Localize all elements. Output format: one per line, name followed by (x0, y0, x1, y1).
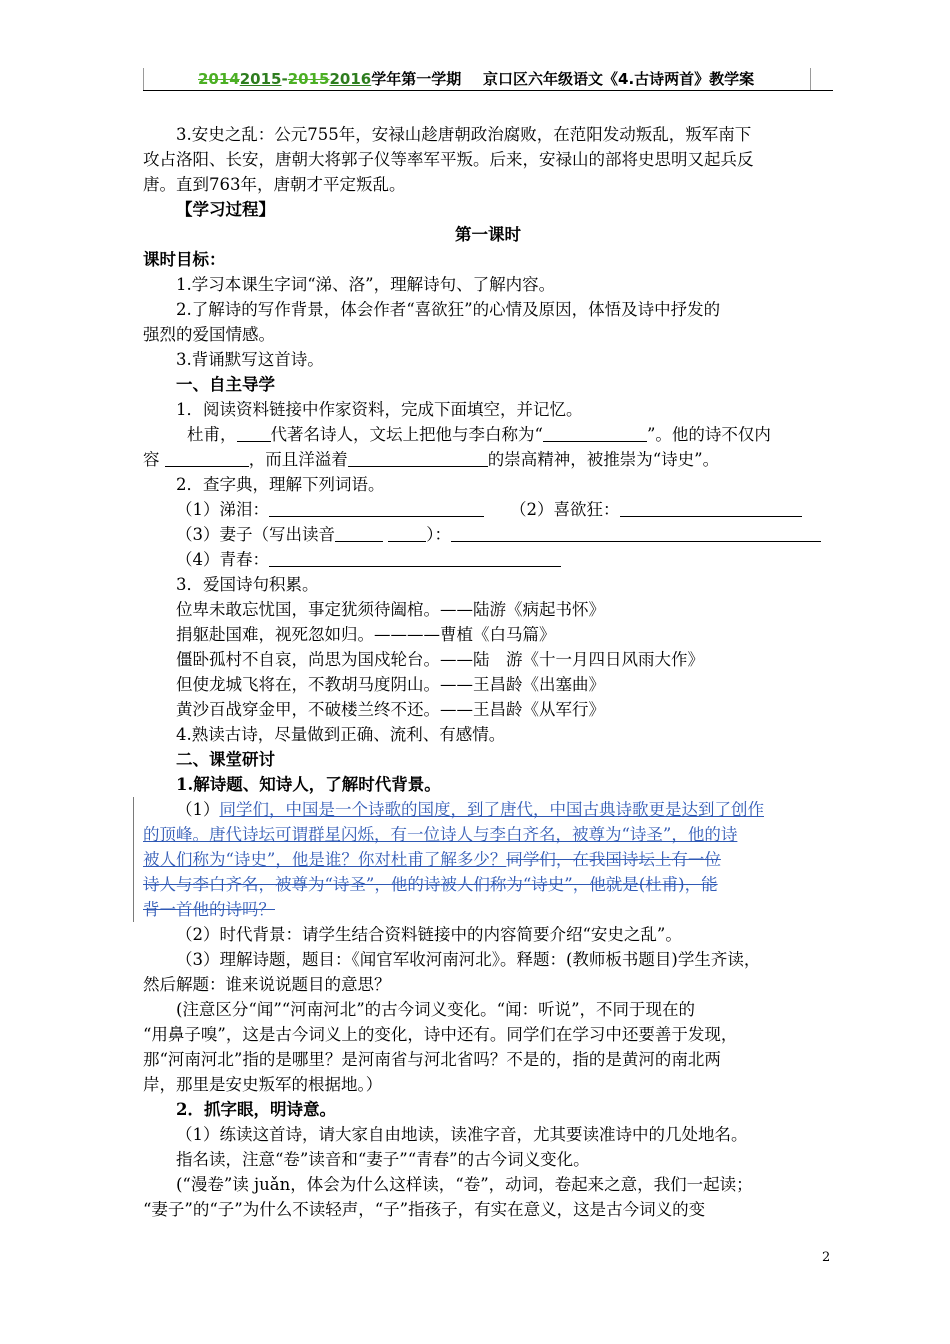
lesson-title: 第一课时 (455, 225, 521, 244)
word-line-3: （4）青春： (143, 547, 833, 572)
fill-blank-line-1: 杜甫， 代著名诗人，文坛上把他与李白称为“ ”。他的诗不仅内 (187, 425, 771, 444)
revision-bar (133, 797, 134, 922)
poem-line-1: 位卑未敢忘忧国，事定犹须待阖棺。——陆游《病起书怀》 (176, 600, 605, 619)
blank-word-2[interactable] (620, 498, 802, 517)
anshi-paragraph-line-1: 3.安史之乱：公元755年，安禄山趁唐朝政治腐败，在范阳发动叛乱，叛军南下 (176, 125, 752, 144)
revised-line-3: 被人们称为“诗史”，他是谁？你对杜甫了解多少？同学们，在我国诗坛上有一位 (143, 850, 721, 869)
blank-word-1[interactable] (269, 498, 484, 517)
self-study-item-3: 3．爱国诗句积累。 (176, 575, 319, 594)
revised-line-5: 背一首他的诗吗？ (143, 900, 275, 919)
reading-line-2: 指名读，注意“卷”读音和“妻子”“青春”的古今词义变化。 (176, 1150, 590, 1169)
blank-dynasty[interactable] (237, 423, 271, 442)
poem-line-4: 但使龙城飞将在，不教胡马度阴山。——王昌龄《出塞曲》 (176, 675, 605, 694)
school-year-revision (198, 68, 461, 90)
revised-line-2: 的顶峰。唐代诗坛可谓群星闪烁，有一位诗人与李白齐名，被尊为“诗圣”，他的诗 (143, 825, 738, 844)
poem-line-3: 僵卧孤村不自哀，尚思为国戍轮台。——陆 游《十一月四日风雨大作》 (176, 650, 704, 669)
blank-pinyin-1[interactable] (335, 523, 383, 542)
inserted-year-1: 2015 (239, 70, 282, 88)
fill-blank-line-2: 容 ，而且洋溢着 的崇高精神，被推崇为“诗史”。 (143, 450, 720, 469)
goal-2-line-1: 2.了解诗的写作背景，体会作者“喜欲狂”的心情及原因，体悟及诗中抒发的 (176, 300, 721, 319)
section-1-title: 一、自主导学 (176, 375, 275, 394)
note-line-4: 岸，那里是安史叛军的根据地。） (143, 1075, 383, 1094)
goal-3: 3.背诵默写这首诗。 (176, 350, 324, 369)
year-separator: - (281, 70, 288, 88)
blank-pinyin-2[interactable] (388, 523, 426, 542)
course-title: 京口区六年级语文《4.古诗两首》教学案 (483, 70, 755, 88)
self-study-item-1: 1．阅读资料链接中作家资料，完成下面填空，并记忆。 (176, 400, 583, 419)
page-number: 2 (822, 1250, 831, 1265)
reading-line-1: （1）练读这首诗，请大家自由地读，读准字音，尤其要读准诗中的几处地名。 (176, 1125, 748, 1144)
poem-line-2: 捐躯赴国难，视死忽如归。————曹植《白马篇》 (176, 625, 556, 644)
discussion-item-2: 2．抓字眼，明诗意。 (176, 1100, 336, 1119)
blank-content[interactable] (165, 448, 249, 467)
title-item-line-2: 然后解题：谁来说说题目的意思？ (143, 975, 391, 994)
blank-title[interactable] (543, 423, 647, 442)
poem-line-5: 黄沙百战穿金甲，不破楼兰终不还。——王昌龄《从军行》 (176, 700, 605, 719)
reading-line-3: (“漫卷”读 juǎn，体会为什么这样读，“卷”，动词，卷起来之意，我们一起读； (176, 1175, 753, 1194)
anshi-paragraph-line-3: 唐。直到763年，唐朝才平定叛乱。 (143, 175, 406, 194)
goal-2-line-2: 强烈的爱国情感。 (143, 325, 275, 344)
revised-line-1: （1）同学们，中国是一个诗歌的国度，到了唐代，中国古典诗歌更是达到了创作 (176, 800, 764, 819)
section-learning-process: 【学习过程】 (176, 200, 275, 219)
term-label: 学年第一学期 (371, 70, 462, 88)
blank-word-4[interactable] (269, 548, 561, 567)
blank-spirit[interactable] (348, 448, 488, 467)
note-line-3: 那“河南河北”指的是哪里？是河南省与河北省吗？不是的，指的是黄河的南北两 (143, 1050, 721, 1069)
deleted-year-1: 2014 (198, 70, 240, 88)
reading-line-4: “妻子”的“子”为什么不读轻声，“子”指孩子，有实在意义，这是古今词义的变 (143, 1200, 706, 1219)
goal-1: 1.学习本课生字词“涕、洛”，理解诗句、了解内容。 (176, 275, 556, 294)
tracked-changes-block (143, 797, 833, 922)
goals-title: 课时目标： (143, 250, 226, 269)
title-item-line-1: （3）理解诗题，题目：《闻官军收河南河北》。释题：(教师板书题目)学生齐读， (176, 950, 761, 969)
deleted-year-2: 2015 (287, 70, 330, 88)
blank-word-3[interactable] (451, 523, 821, 542)
inserted-year-2: 2016 (329, 70, 372, 88)
page-header (143, 68, 833, 91)
note-line-2: “用鼻子嗅”，这是古今词义上的变化，诗中还有。同学们在学习中还要善于发现， (143, 1025, 738, 1044)
discussion-item-1: 1.解诗题、知诗人，了解时代背景。 (176, 775, 441, 794)
background-item: （2）时代背景：请学生结合资料链接中的内容简要介绍“安史之乱”。 (176, 925, 682, 944)
word-line-2: （3）妻子（写出读音 ）： (143, 522, 833, 547)
self-study-item-2: 2．查字典，理解下列词语。 (176, 475, 385, 494)
self-study-item-4: 4.熟读古诗，尽量做到正确、流利、有感情。 (176, 725, 506, 744)
document-body (143, 122, 833, 1222)
note-line-1: (注意区分“闻”“河南河北”的古今词义变化。“闻：听说”，不同于现在的 (176, 1000, 696, 1019)
word-line-1: （1）涕泪： （2）喜欲狂： (143, 497, 833, 522)
anshi-paragraph-line-2: 攻占洛阳、长安，唐朝大将郭子仪等率军平叛。后来，安禄山的部将史思明又起兵反 (143, 150, 754, 169)
revised-line-4: 诗人与李白齐名，被尊为“诗圣”，他的诗被人们称为“诗史”，他就是(杜甫)，能 (143, 875, 718, 894)
section-2-title: 二、课堂研讨 (176, 750, 275, 769)
